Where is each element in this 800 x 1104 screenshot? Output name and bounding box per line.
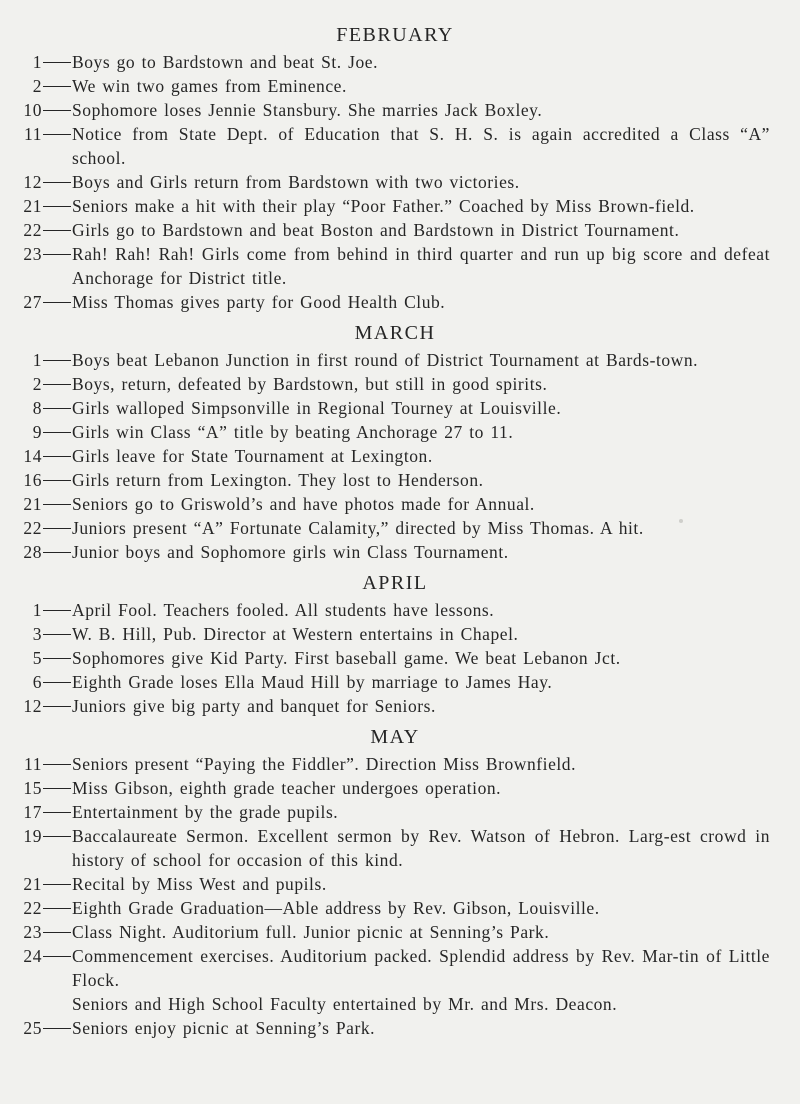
entry-day: 8 [32, 398, 42, 418]
calendar-entry [20, 372, 770, 396]
entry-text: Junior boys and Sophomore girls win Class Tournament. [72, 542, 509, 562]
entry-text: Girls go to Bardstown and beat Boston and Bardstown in District Tournament. [72, 220, 680, 240]
entry-dash [42, 348, 72, 372]
entry-dash [42, 622, 72, 646]
entry-text: Seniors and High School Faculty entertained by Mr. and Mrs. Deacon. [72, 994, 618, 1014]
month-section-april [20, 570, 770, 718]
entry-dash [42, 218, 72, 242]
entry-dash [42, 1016, 72, 1040]
entry-day: 3 [32, 624, 42, 644]
entry-day: 14 [23, 446, 42, 466]
entry-dash [42, 372, 72, 396]
paper-speck [679, 519, 683, 523]
entry-text: Class Night. Auditorium full. Junior picnic at Senning’s Park. [72, 922, 550, 942]
calendar-entry [20, 896, 770, 920]
entry-day: 16 [23, 470, 42, 490]
calendar-entry [20, 670, 770, 694]
entry-day: 23 [23, 244, 42, 264]
month-heading: MAY [370, 726, 420, 748]
entry-text: Boys beat Lebanon Junction in first round of District Tournament at Bards-town. [72, 350, 699, 370]
entry-dash [42, 194, 72, 218]
month-heading: MARCH [354, 322, 436, 344]
entry-dash [42, 396, 72, 420]
entry-day: 21 [23, 196, 42, 216]
calendar-entry [20, 752, 770, 776]
entry-text: W. B. Hill, Pub. Director at Western entertains in Chapel. [72, 624, 519, 644]
entry-text: Recital by Miss West and pupils. [72, 874, 327, 894]
entry-text: Miss Thomas gives party for Good Health Club. [72, 292, 446, 312]
entry-dash [42, 540, 72, 564]
month-section-march [20, 320, 770, 564]
calendar-entry [20, 50, 770, 74]
entry-text: Miss Gibson, eighth grade teacher undergoes operation. [72, 778, 502, 798]
entry-text: Notice from State Dept. of Education that S. H. S. is again accredited a Class “A” school. [72, 124, 770, 168]
entry-dash [42, 872, 72, 896]
calendar-entry-continued [20, 992, 770, 1016]
entry-text: Eighth Grade Graduation—Able address by Rev. Gibson, Louisville. [72, 898, 600, 918]
entry-day: 10 [23, 100, 42, 120]
entry-dash [42, 896, 72, 920]
calendar-entry [20, 468, 770, 492]
entry-day: 24 [23, 946, 42, 966]
entry-text: Girls walloped Simpsonville in Regional Tourney at Louisville. [72, 398, 562, 418]
calendar-entry [20, 170, 770, 194]
entry-dash [42, 776, 72, 800]
calendar-entry [20, 98, 770, 122]
entry-dash-spacer [42, 992, 72, 1016]
entry-text: Juniors present “A” Fortunate Calamity,” directed by Miss Thomas. A hit. [72, 518, 644, 538]
entry-text: Seniors make a hit with their play “Poor Father.” Coached by Miss Brown-field. [72, 196, 695, 216]
calendar-entry [20, 492, 770, 516]
month-heading: FEBRUARY [336, 24, 454, 46]
calendar-entry [20, 1016, 770, 1040]
calendar-entry [20, 122, 770, 170]
calendar-entry [20, 194, 770, 218]
calendar-entry [20, 872, 770, 896]
entry-text: Juniors give big party and banquet for Seniors. [72, 696, 436, 716]
month-heading: APRIL [362, 572, 428, 594]
entry-day: 15 [23, 778, 42, 798]
calendar-entry [20, 290, 770, 314]
entry-text: Baccalaureate Sermon. Excellent sermon by Rev. Watson of Hebron. Larg-est crowd in history of school for occasion of this kind. [72, 826, 770, 870]
entry-text: Sophomore loses Jennie Stansbury. She marries Jack Boxley. [72, 100, 543, 120]
entry-text: Seniors enjoy picnic at Senning’s Park. [72, 1018, 376, 1038]
entry-day: 1 [32, 52, 42, 72]
calendar-entry [20, 776, 770, 800]
calendar-entry [20, 218, 770, 242]
calendar-entry [20, 694, 770, 718]
entry-dash [42, 752, 72, 776]
entry-text: April Fool. Teachers fooled. All students have lessons. [72, 600, 495, 620]
entry-day: 1 [32, 350, 42, 370]
entry-dash [42, 920, 72, 944]
calendar-entry [20, 74, 770, 98]
entry-text: We win two games from Eminence. [72, 76, 347, 96]
entry-dash [42, 824, 72, 848]
entry-day: 22 [23, 518, 42, 538]
entry-text: Sophomores give Kid Party. First baseball game. We beat Lebanon Jct. [72, 648, 621, 668]
entry-dash [42, 670, 72, 694]
entry-dash [42, 74, 72, 98]
entry-dash [42, 800, 72, 824]
entry-day: 22 [23, 220, 42, 240]
entry-text: Girls leave for State Tournament at Lexington. [72, 446, 433, 466]
entry-day: 11 [24, 124, 42, 144]
entry-dash [42, 98, 72, 122]
entry-dash [42, 50, 72, 74]
entry-dash [42, 944, 72, 968]
entry-dash [42, 492, 72, 516]
entry-text: Boys and Girls return from Bardstown with two victories. [72, 172, 520, 192]
entry-text: Rah! Rah! Rah! Girls come from behind in third quarter and run up big score and defeat Anchorage for District title. [72, 244, 770, 288]
calendar-entry [20, 598, 770, 622]
entry-day: 19 [23, 826, 42, 846]
month-section-february [20, 22, 770, 314]
calendar-entry [20, 622, 770, 646]
entry-text: Girls return from Lexington. They lost to Henderson. [72, 470, 484, 490]
calendar-entry [20, 242, 770, 290]
entry-dash [42, 444, 72, 468]
entry-day: 9 [32, 422, 42, 442]
entry-text: Seniors go to Griswold’s and have photos made for Annual. [72, 494, 535, 514]
calendar-entry [20, 944, 770, 992]
calendar-entry [20, 800, 770, 824]
entry-dash [42, 598, 72, 622]
entry-day: 25 [23, 1018, 42, 1038]
entry-dash [42, 170, 72, 194]
entry-day: 2 [32, 76, 42, 96]
calendar-entry [20, 824, 770, 872]
entry-text: Commencement exercises. Auditorium packed. Splendid address by Rev. Mar-tin of Little Flock. [72, 946, 770, 990]
entry-dash [42, 646, 72, 670]
entry-text: Girls win Class “A” title by beating Anchorage 27 to 11. [72, 422, 514, 442]
entry-dash [42, 242, 72, 266]
entry-text: Eighth Grade loses Ella Maud Hill by marriage to James Hay. [72, 672, 553, 692]
calendar-entry [20, 516, 770, 540]
entry-day: 22 [23, 898, 42, 918]
calendar-entry [20, 920, 770, 944]
entry-dash [42, 694, 72, 718]
entry-day: 1 [32, 600, 42, 620]
calendar-entry [20, 540, 770, 564]
calendar-entry [20, 420, 770, 444]
calendar-entry [20, 348, 770, 372]
calendar-entry [20, 646, 770, 670]
entry-day: 12 [23, 696, 42, 716]
entry-dash [42, 516, 72, 540]
entry-dash [42, 468, 72, 492]
entry-day: 28 [23, 542, 42, 562]
entry-day: 11 [24, 754, 42, 774]
entry-day: 27 [23, 292, 42, 312]
entry-day: 21 [23, 494, 42, 514]
entry-text: Boys, return, defeated by Bardstown, but still in good spirits. [72, 374, 548, 394]
entry-day: 6 [32, 672, 42, 692]
calendar-entry [20, 444, 770, 468]
entry-text: Seniors present “Paying the Fiddler”. Direction Miss Brownfield. [72, 754, 577, 774]
entry-day: 2 [32, 374, 42, 394]
entry-day: 23 [23, 922, 42, 942]
entry-day: 12 [23, 172, 42, 192]
entry-text: Entertainment by the grade pupils. [72, 802, 339, 822]
calendar-entry [20, 396, 770, 420]
entry-dash [42, 290, 72, 314]
entry-day: 17 [23, 802, 42, 822]
month-section-may [20, 724, 770, 1040]
entry-dash [42, 122, 72, 146]
entry-day: 5 [32, 648, 42, 668]
entry-text: Boys go to Bardstown and beat St. Joe. [72, 52, 379, 72]
entry-dash [42, 420, 72, 444]
entry-day: 21 [23, 874, 42, 894]
